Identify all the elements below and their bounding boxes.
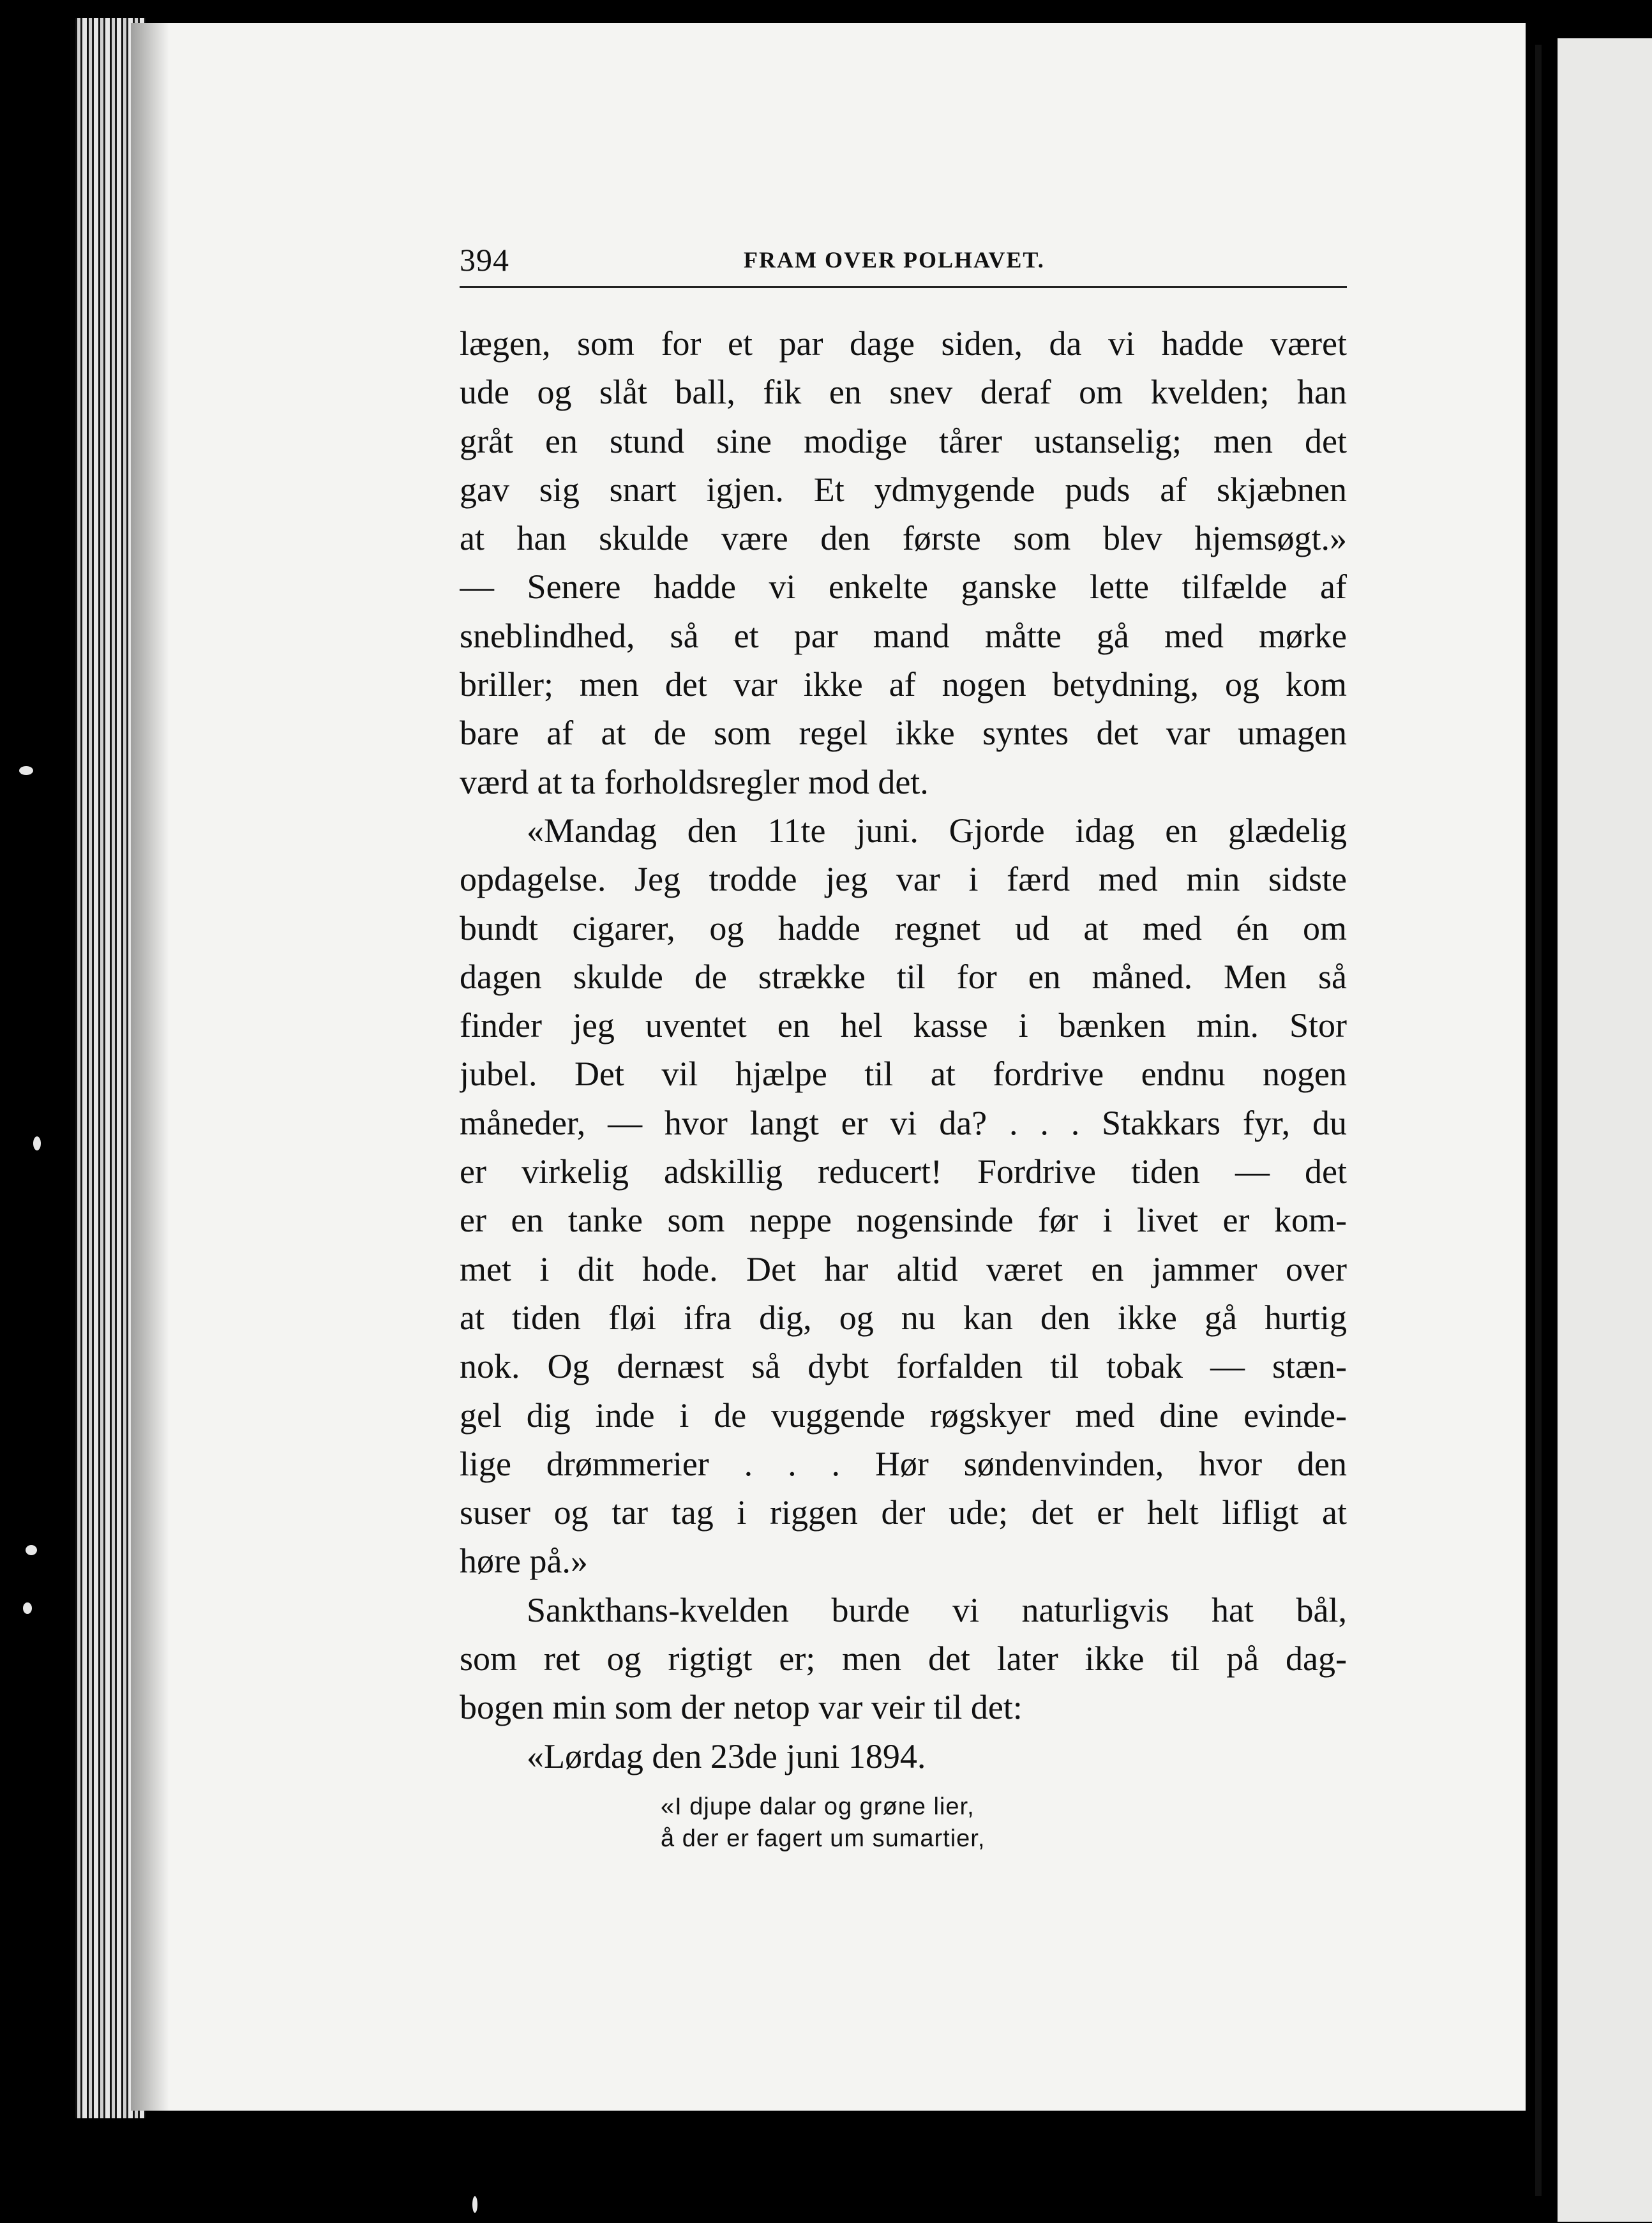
- text-line: som ret og rigtigt er; men det later ikke til på dag-: [460, 1639, 1347, 1678]
- adjacent-page: [1558, 38, 1652, 2222]
- text-line: måneder, — hvor langt er vi da? . . . Stakkars fyr, du: [460, 1103, 1347, 1142]
- scan-speck: [26, 1545, 37, 1555]
- text-line: gråt en stund sine modige tårer ustanselig; men det: [460, 421, 1347, 460]
- page-header: [460, 241, 1347, 286]
- text-line: bogen min som der netop var veir til det:: [460, 1688, 1023, 1727]
- text-line: er virkelig adskillig reducert! Fordrive tiden — det: [460, 1152, 1347, 1191]
- poem-line: å der er fagert um sumartier,: [661, 1825, 986, 1852]
- text-line: bare af at de som regel ikke syntes det var umagen: [460, 714, 1347, 753]
- text-line: høre på.»: [460, 1542, 588, 1581]
- text-line: met i dit hode. Det har altid været en jammer over: [460, 1249, 1347, 1288]
- text-line: Sankthans-kvelden burde vi naturligvis hat bål,: [527, 1590, 1347, 1629]
- scan-speck: [33, 1136, 41, 1150]
- text-line: — Senere hadde vi enkelte ganske lette tilfælde af: [460, 568, 1347, 607]
- scan-speck: [23, 1602, 32, 1614]
- text-line: sneblindhed, så et par mand måtte gå med mørke: [460, 616, 1347, 655]
- text-line: jubel. Det vil hjælpe til at fordrive endnu nogen: [460, 1055, 1347, 1094]
- text-line: suser og tar tag i riggen der ude; det er helt lifligt at: [460, 1493, 1347, 1532]
- header-rule: [460, 286, 1347, 288]
- text-line: opdagelse. Jeg trodde jeg var i færd med min sidste: [460, 860, 1347, 899]
- text-line: dagen skulde de strække til for en måned. Men så: [460, 957, 1347, 996]
- text-line: at tiden fløi ifra dig, og nu kan den ikke gå hurtig: [460, 1298, 1347, 1337]
- text-line: at han skulde være den første som blev hjemsøgt.»: [460, 519, 1347, 558]
- text-line: lægen, som for et par dage siden, da vi hadde været: [460, 324, 1347, 363]
- text-line: værd at ta forholdsregler mod det.: [460, 762, 929, 801]
- text-line: nok. Og dernæst så dybt forfalden til tobak — stæn-: [460, 1347, 1347, 1386]
- text-line: ude og slåt ball, fik en snev deraf om kvelden; han: [460, 373, 1347, 412]
- poem-excerpt: [661, 1791, 985, 1855]
- body-text: [460, 319, 1347, 1781]
- running-title: FRAM OVER POLHAVET.: [744, 247, 1045, 273]
- text-line: «Lørdag den 23de juni 1894.: [527, 1737, 926, 1775]
- page-number: 394: [460, 242, 509, 278]
- text-line: briller; men det var ikke af nogen betydning, og kom: [460, 665, 1347, 704]
- text-line: «Mandag den 11te juni. Gjorde idag en glædelig: [527, 811, 1347, 850]
- text-line: gel dig inde i de vuggende røgskyer med dine evinde-: [460, 1396, 1347, 1435]
- text-line: lige drømmerier . . . Hør søndenvinden, hvor den: [460, 1444, 1347, 1483]
- scan-speck: [19, 766, 33, 775]
- scan-speck: [472, 2196, 477, 2213]
- text-line: finder jeg uventet en hel kasse i bænken min. Stor: [460, 1006, 1347, 1045]
- page-border: [1535, 45, 1542, 2196]
- text-line: er en tanke som neppe nogensinde før i livet er kom-: [460, 1201, 1347, 1240]
- poem-line: «I djupe dalar og grøne lier,: [661, 1793, 975, 1820]
- binding-shadow: [131, 23, 169, 2111]
- text-line: bundt cigarer, og hadde regnet ud at med én om: [460, 908, 1347, 947]
- text-line: gav sig snart igjen. Et ydmygende puds af skjæbnen: [460, 470, 1347, 509]
